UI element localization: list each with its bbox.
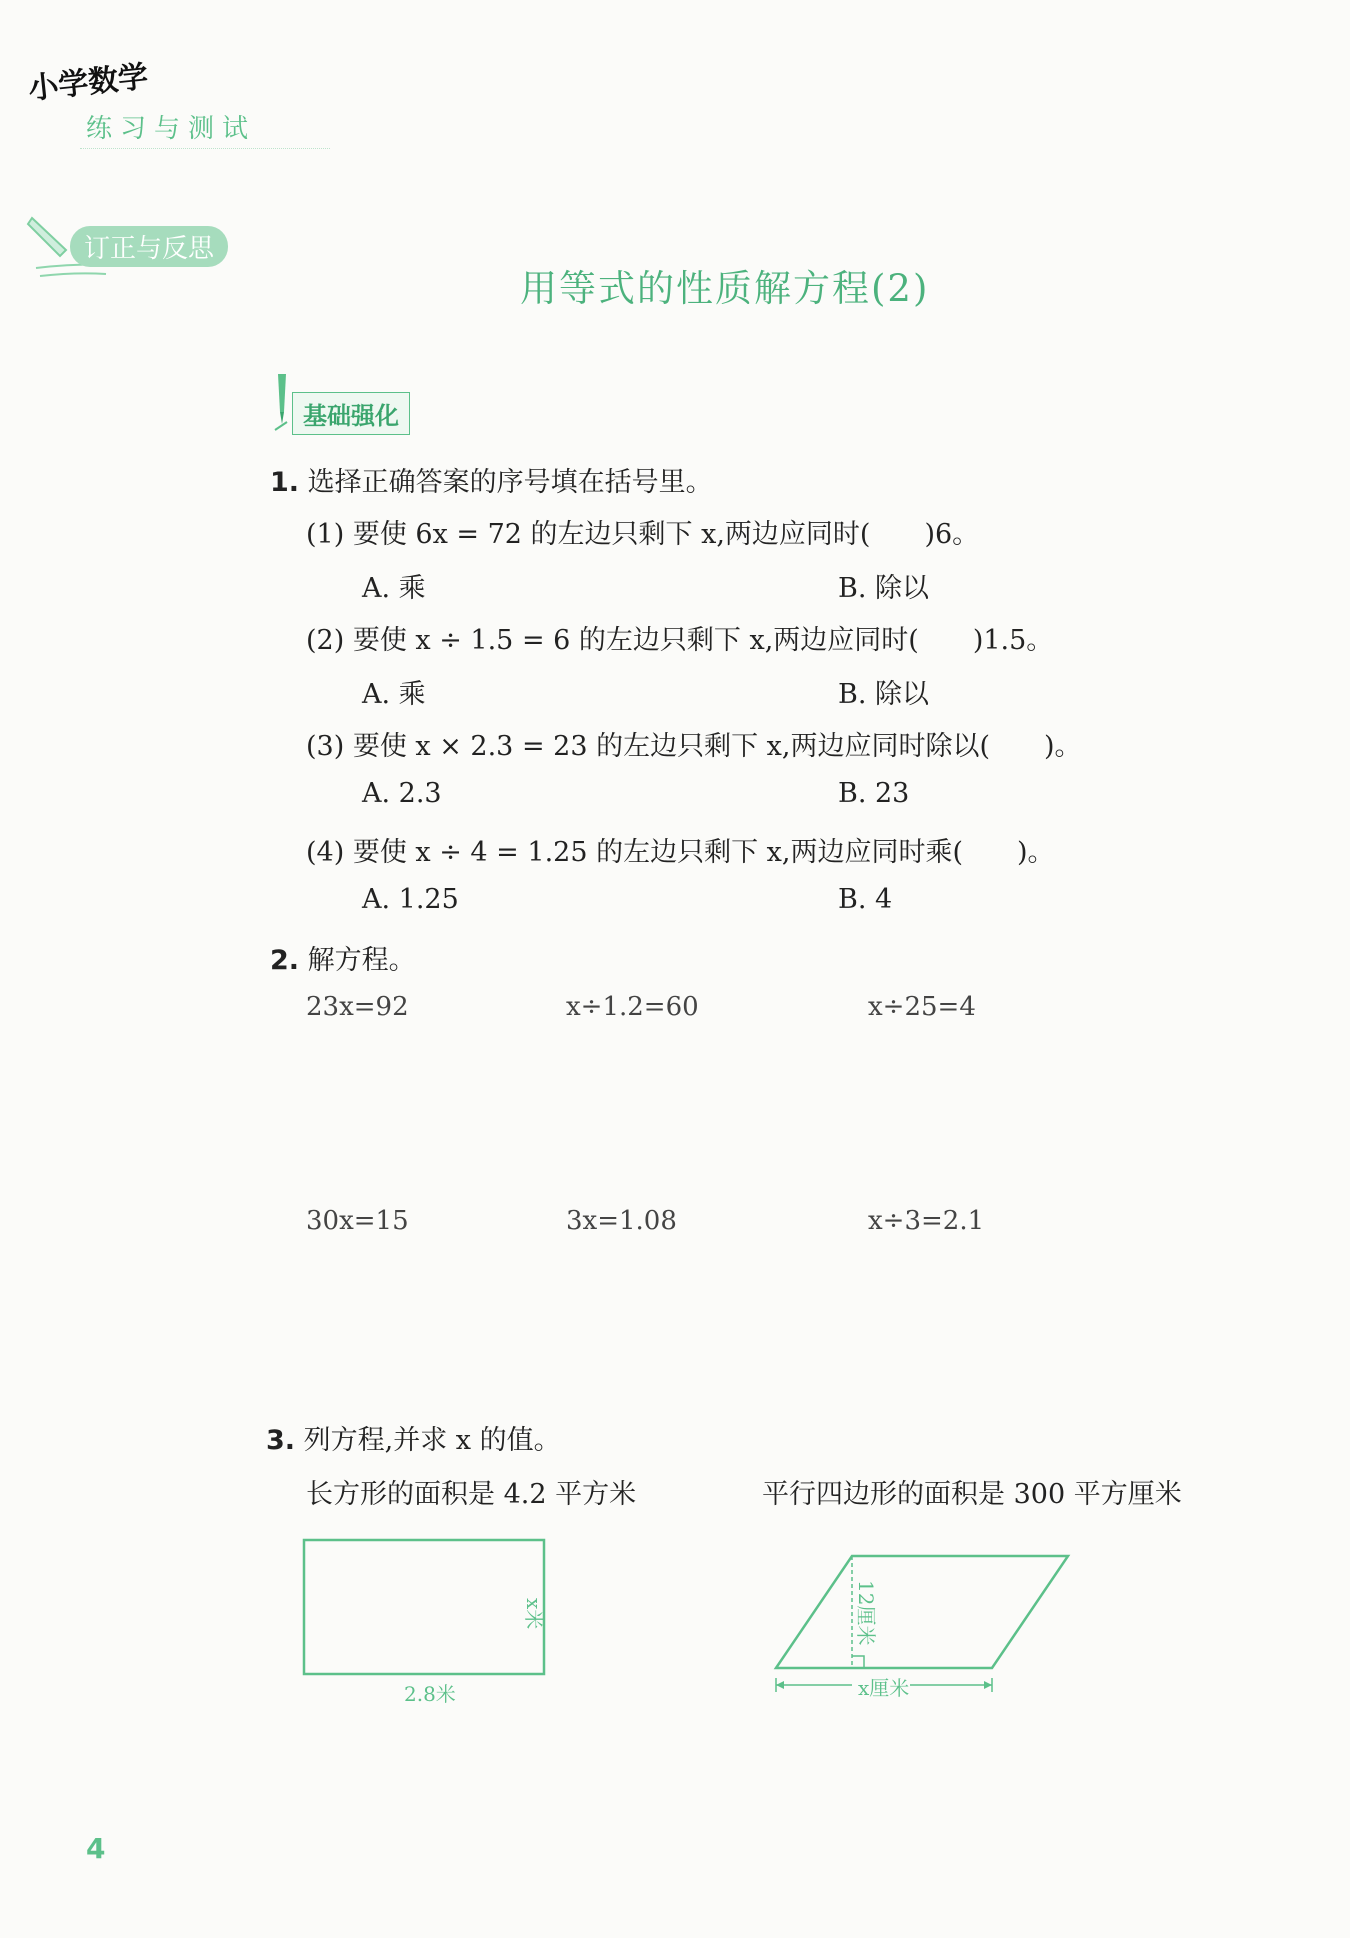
- q3-heading: [266, 1418, 561, 1457]
- page-title: 用等式的性质解方程(2): [520, 267, 930, 310]
- rectangle-shape: [304, 1540, 544, 1674]
- q1-item-1-option-b: B. 除以: [838, 573, 930, 604]
- equation: x÷1.2=60: [566, 992, 699, 1022]
- q1-item-3-option-a: A. 2.3: [362, 778, 442, 809]
- reflection-label: 订正与反思: [70, 226, 228, 267]
- q1-item-1: (1) 要使 6x = 72 的左边只剩下 x,两边应同时( )6。: [306, 519, 980, 550]
- page-number: 4: [86, 1832, 106, 1865]
- equation: x÷3=2.1: [868, 1206, 985, 1236]
- equation: 23x=92: [306, 992, 409, 1022]
- q1-item-4: (4) 要使 x ÷ 4 = 1.25 的左边只剩下 x,两边应同时乘( )。: [306, 837, 1055, 868]
- q1-prompt: 选择正确答案的序号填在括号里。: [307, 467, 713, 498]
- q1-heading: [270, 460, 713, 499]
- q2-heading: [270, 938, 416, 977]
- q2-prompt: 解方程。: [307, 945, 416, 976]
- right-angle-mark: [852, 1656, 864, 1668]
- q1-item-1-option-a: A. 乘: [362, 573, 426, 604]
- pen-icon: [272, 372, 290, 434]
- q3-prompt: 列方程,并求 x 的值。: [303, 1425, 561, 1456]
- series-subtitle: 练习与测试: [86, 114, 257, 144]
- equation: 30x=15: [306, 1206, 409, 1236]
- series-title: 小学数学: [26, 59, 150, 107]
- rectangle-height-label: x米: [522, 1598, 546, 1630]
- section-label: 基础强化: [292, 392, 410, 435]
- equation: x÷25=4: [868, 992, 976, 1022]
- q1-number: 1.: [270, 467, 300, 498]
- parallelogram-figure: [770, 1550, 1080, 1700]
- parallelogram-shape: [776, 1556, 1068, 1668]
- q1-item-4-option-b: B. 4: [838, 884, 893, 915]
- parallelogram-base-label: x厘米: [858, 1676, 910, 1700]
- q1-item-2: (2) 要使 x ÷ 1.5 = 6 的左边只剩下 x,两边应同时( )1.5。: [306, 625, 1054, 656]
- rectangle-caption: 长方形的面积是 4.2 平方米: [306, 1479, 637, 1510]
- q1-item-4-option-a: A. 1.25: [362, 884, 459, 915]
- q1-item-2-option-b: B. 除以: [838, 679, 930, 710]
- q3-number: 3.: [266, 1425, 296, 1456]
- parallelogram-caption: 平行四边形的面积是 300 平方厘米: [762, 1479, 1182, 1510]
- parallelogram-height-label: 12厘米: [854, 1580, 878, 1646]
- q1-item-3: (3) 要使 x × 2.3 = 23 的左边只剩下 x,两边应同时除以( )。: [306, 731, 1082, 762]
- rectangle-width-label: 2.8米: [404, 1682, 456, 1706]
- header-divider: [80, 148, 330, 149]
- q1-item-2-option-a: A. 乘: [362, 679, 426, 710]
- equation: 3x=1.08: [566, 1206, 677, 1236]
- q2-number: 2.: [270, 945, 300, 976]
- q1-item-3-option-b: B. 23: [838, 778, 910, 809]
